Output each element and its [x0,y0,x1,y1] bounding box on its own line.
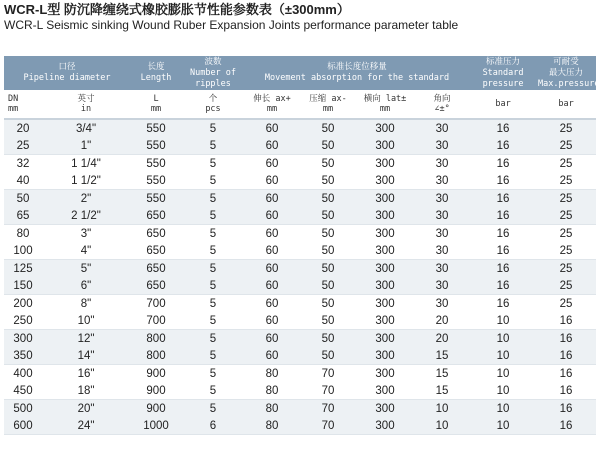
table-row [4,400,596,418]
cell-inch: 4" [42,242,130,260]
cell-ang: 30 [414,119,470,137]
cell-inch: 1" [42,137,130,155]
cell-len: 1000 [130,417,182,435]
cell-ext: 60 [244,295,300,313]
cell-ang: 15 [414,382,470,400]
cell-lat: 300 [356,417,414,435]
cell-inch: 16" [42,365,130,383]
cell-lat: 300 [356,365,414,383]
cell-len: 700 [130,312,182,330]
cell-dn: 32 [4,155,42,173]
cell-rip: 5 [182,119,244,137]
cell-inch: 20" [42,400,130,418]
cell-max: 16 [536,312,596,330]
cell-len: 700 [130,295,182,313]
cell-inch: 2 1/2" [42,207,130,225]
cell-lat: 300 [356,155,414,173]
cell-max: 25 [536,172,596,190]
cell-dn: 200 [4,295,42,313]
unit-length [130,90,182,119]
cell-std: 16 [470,295,536,313]
cell-comp: 70 [300,365,356,383]
cell-inch: 3/4" [42,119,130,137]
table-row [4,295,596,313]
cell-dn: 250 [4,312,42,330]
cell-rip: 5 [182,137,244,155]
cell-std: 10 [470,382,536,400]
unit-extension [244,90,300,119]
cell-ext: 60 [244,190,300,208]
cell-dn: 450 [4,382,42,400]
cell-ang: 30 [414,260,470,278]
unit-inch-in: in [80,104,92,114]
cell-ext: 60 [244,277,300,295]
cell-ext: 60 [244,225,300,243]
table-row [4,277,596,295]
cell-ext: 60 [244,207,300,225]
cell-std: 10 [470,330,536,348]
cell-inch: 10" [42,312,130,330]
cell-ext: 80 [244,417,300,435]
cell-comp: 50 [300,330,356,348]
table-row [4,365,596,383]
header-ripples [182,56,244,90]
table-row [4,225,596,243]
cell-std: 16 [470,190,536,208]
cell-dn: 80 [4,225,42,243]
header-max-en: Max.pressure [538,78,600,89]
header-max-pressure [536,56,600,90]
unit-dn-label: DN [8,94,19,104]
unit-max-bar: bar [558,99,574,109]
cell-std: 10 [470,347,536,365]
unit-ripples-label: 个 [208,94,218,104]
cell-dn: 125 [4,260,42,278]
header-ripples-en1: Number of [189,67,237,78]
cell-ext: 80 [244,400,300,418]
unit-ripples-pcs: pcs [205,104,221,114]
unit-ripples [182,90,244,119]
cell-inch: 5" [42,260,130,278]
unit-max-pressure [536,90,596,119]
page-title-en: WCR-L Seismic sinking Wound Ruber Expansion Joints performance parameter table [4,18,459,32]
cell-ang: 30 [414,137,470,155]
cell-lat: 300 [356,190,414,208]
cell-dn: 400 [4,365,42,383]
cell-comp: 50 [300,295,356,313]
unit-extension-mm: mm [266,104,278,114]
cell-max: 25 [536,155,596,173]
cell-lat: 300 [356,260,414,278]
cell-len: 900 [130,365,182,383]
cell-lat: 300 [356,400,414,418]
cell-len: 650 [130,242,182,260]
cell-rip: 5 [182,295,244,313]
cell-len: 900 [130,400,182,418]
cell-lat: 300 [356,312,414,330]
cell-ang: 15 [414,347,470,365]
cell-lat: 300 [356,172,414,190]
header-diameter-en: Pipeline diameter [23,73,111,83]
cell-len: 550 [130,119,182,137]
cell-lat: 300 [356,119,414,137]
cell-inch: 12" [42,330,130,348]
cell-len: 900 [130,382,182,400]
unit-compression-label: 压缩 ax- [309,94,347,104]
header-std-cn: 标准压力 [486,56,521,67]
cell-std: 16 [470,172,536,190]
cell-rip: 5 [182,400,244,418]
cell-lat: 300 [356,242,414,260]
unit-inch-label: 英寸 [77,94,95,104]
unit-dn [4,90,42,119]
cell-lat: 300 [356,295,414,313]
cell-dn: 300 [4,330,42,348]
cell-len: 800 [130,330,182,348]
cell-ang: 20 [414,312,470,330]
cell-len: 550 [130,172,182,190]
table-row [4,242,596,260]
cell-ang: 15 [414,365,470,383]
cell-std: 10 [470,400,536,418]
cell-max: 25 [536,119,596,137]
cell-rip: 5 [182,382,244,400]
header-row [4,56,596,90]
unit-compression-mm: mm [322,104,334,114]
cell-ext: 60 [244,260,300,278]
cell-inch: 8" [42,295,130,313]
header-length [130,56,182,90]
cell-ext: 60 [244,242,300,260]
unit-lateral-label: 横向 lat± [363,94,407,104]
cell-max: 25 [536,260,596,278]
cell-max: 16 [536,382,596,400]
cell-dn: 350 [4,347,42,365]
cell-rip: 5 [182,207,244,225]
table-row [4,172,596,190]
table-row [4,137,596,155]
cell-dn: 50 [4,190,42,208]
cell-std: 16 [470,260,536,278]
cell-inch: 1 1/4" [42,155,130,173]
unit-std-bar: bar [495,99,511,109]
header-length-en: Length [140,73,172,83]
cell-rip: 5 [182,155,244,173]
cell-inch: 1 1/2" [42,172,130,190]
cell-dn: 25 [4,137,42,155]
cell-ang: 30 [414,190,470,208]
cell-rip: 5 [182,242,244,260]
table-row [4,330,596,348]
cell-std: 16 [470,225,536,243]
cell-max: 25 [536,190,596,208]
cell-lat: 300 [356,330,414,348]
cell-comp: 70 [300,400,356,418]
cell-dn: 600 [4,417,42,435]
cell-std: 16 [470,242,536,260]
cell-comp: 50 [300,225,356,243]
cell-ang: 30 [414,172,470,190]
cell-dn: 65 [4,207,42,225]
cell-inch: 2" [42,190,130,208]
cell-inch: 14" [42,347,130,365]
cell-ang: 20 [414,330,470,348]
cell-std: 10 [470,365,536,383]
cell-rip: 5 [182,312,244,330]
cell-comp: 70 [300,382,356,400]
cell-ext: 60 [244,119,300,137]
header-diameter [4,56,130,90]
table-row [4,119,596,137]
cell-len: 650 [130,260,182,278]
cell-lat: 300 [356,277,414,295]
header-std-en1: Standard [482,67,524,78]
cell-rip: 5 [182,330,244,348]
cell-lat: 300 [356,207,414,225]
cell-ang: 10 [414,417,470,435]
header-diameter-cn: 口径 [58,62,76,72]
cell-std: 16 [470,119,536,137]
cell-len: 800 [130,347,182,365]
cell-len: 550 [130,155,182,173]
header-max-cn: 可耐受 [553,56,579,67]
cell-max: 16 [536,400,596,418]
header-length-cn: 长度 [147,62,165,72]
unit-length-mm: mm [150,104,162,114]
cell-ang: 10 [414,400,470,418]
cell-max: 25 [536,137,596,155]
cell-comp: 50 [300,260,356,278]
cell-ang: 30 [414,225,470,243]
table-body [4,119,596,435]
cell-inch: 6" [42,277,130,295]
cell-comp: 50 [300,190,356,208]
cell-inch: 3" [42,225,130,243]
table-row [4,347,596,365]
cell-max: 25 [536,207,596,225]
title-block [4,2,458,33]
table-row [4,207,596,225]
cell-rip: 6 [182,417,244,435]
cell-max: 25 [536,225,596,243]
cell-rip: 5 [182,172,244,190]
cell-comp: 50 [300,277,356,295]
cell-len: 650 [130,225,182,243]
cell-std: 10 [470,417,536,435]
cell-max: 16 [536,417,596,435]
cell-inch: 18" [42,382,130,400]
unit-std-pressure [470,90,536,119]
unit-inch [42,90,130,119]
header-max-cn2: 最大压力 [549,67,584,78]
cell-ext: 60 [244,312,300,330]
cell-comp: 50 [300,137,356,155]
cell-lat: 300 [356,225,414,243]
unit-angular-deg: ∠±° [434,104,450,114]
unit-lateral-mm: mm [379,104,391,114]
cell-dn: 40 [4,172,42,190]
cell-ang: 30 [414,207,470,225]
header-ripples-en2: ripples [195,78,231,89]
unit-lateral [356,90,414,119]
cell-max: 25 [536,295,596,313]
cell-len: 550 [130,190,182,208]
header-ripples-cn: 波数 [204,56,222,67]
header-movement-cn: 标准长度位移量 [327,62,387,72]
cell-dn: 100 [4,242,42,260]
cell-rip: 5 [182,277,244,295]
cell-comp: 70 [300,417,356,435]
parameter-table [4,56,600,435]
cell-comp: 50 [300,242,356,260]
unit-length-label: L [153,94,159,104]
cell-ext: 60 [244,137,300,155]
unit-dn-mm: mm [8,104,19,114]
cell-rip: 5 [182,365,244,383]
cell-max: 25 [536,277,596,295]
table-row [4,417,596,435]
cell-std: 16 [470,155,536,173]
table-row [4,155,596,173]
unit-extension-label: 伸长 ax+ [253,94,291,104]
cell-rip: 5 [182,225,244,243]
cell-std: 16 [470,277,536,295]
cell-dn: 150 [4,277,42,295]
cell-comp: 50 [300,347,356,365]
cell-rip: 5 [182,347,244,365]
cell-ext: 60 [244,347,300,365]
cell-comp: 50 [300,172,356,190]
table-row [4,382,596,400]
cell-len: 650 [130,207,182,225]
cell-ext: 60 [244,172,300,190]
cell-ext: 60 [244,155,300,173]
cell-dn: 20 [4,119,42,137]
cell-max: 25 [536,242,596,260]
unit-compression [300,90,356,119]
cell-comp: 50 [300,119,356,137]
cell-std: 16 [470,207,536,225]
cell-std: 16 [470,137,536,155]
parameter-table-wrapper [4,56,600,435]
cell-lat: 300 [356,137,414,155]
cell-ang: 30 [414,155,470,173]
cell-ext: 80 [244,365,300,383]
cell-ang: 30 [414,295,470,313]
cell-max: 16 [536,365,596,383]
page-title-cn: WCR-L型 防沉降缠绕式橡胶膨胀节性能参数表（±300mm） [4,2,350,17]
cell-dn: 500 [4,400,42,418]
cell-comp: 50 [300,312,356,330]
cell-ang: 30 [414,242,470,260]
cell-len: 650 [130,277,182,295]
cell-lat: 300 [356,347,414,365]
cell-comp: 50 [300,155,356,173]
header-standard-pressure [470,56,536,90]
table-row [4,312,596,330]
unit-angular-label: 角向 [433,94,451,104]
cell-max: 16 [536,330,596,348]
cell-max: 16 [536,347,596,365]
cell-inch: 24" [42,417,130,435]
cell-ang: 30 [414,277,470,295]
header-movement [244,56,470,90]
cell-std: 10 [470,312,536,330]
cell-lat: 300 [356,382,414,400]
header-std-en2: pressure [482,78,524,89]
units-row [4,90,596,119]
cell-ext: 80 [244,382,300,400]
cell-comp: 50 [300,207,356,225]
unit-angular [414,90,470,119]
header-movement-en: Movement absorption for the standard [264,73,450,83]
table-row [4,190,596,208]
cell-len: 550 [130,137,182,155]
table-row [4,260,596,278]
cell-ext: 60 [244,330,300,348]
cell-rip: 5 [182,260,244,278]
cell-rip: 5 [182,190,244,208]
